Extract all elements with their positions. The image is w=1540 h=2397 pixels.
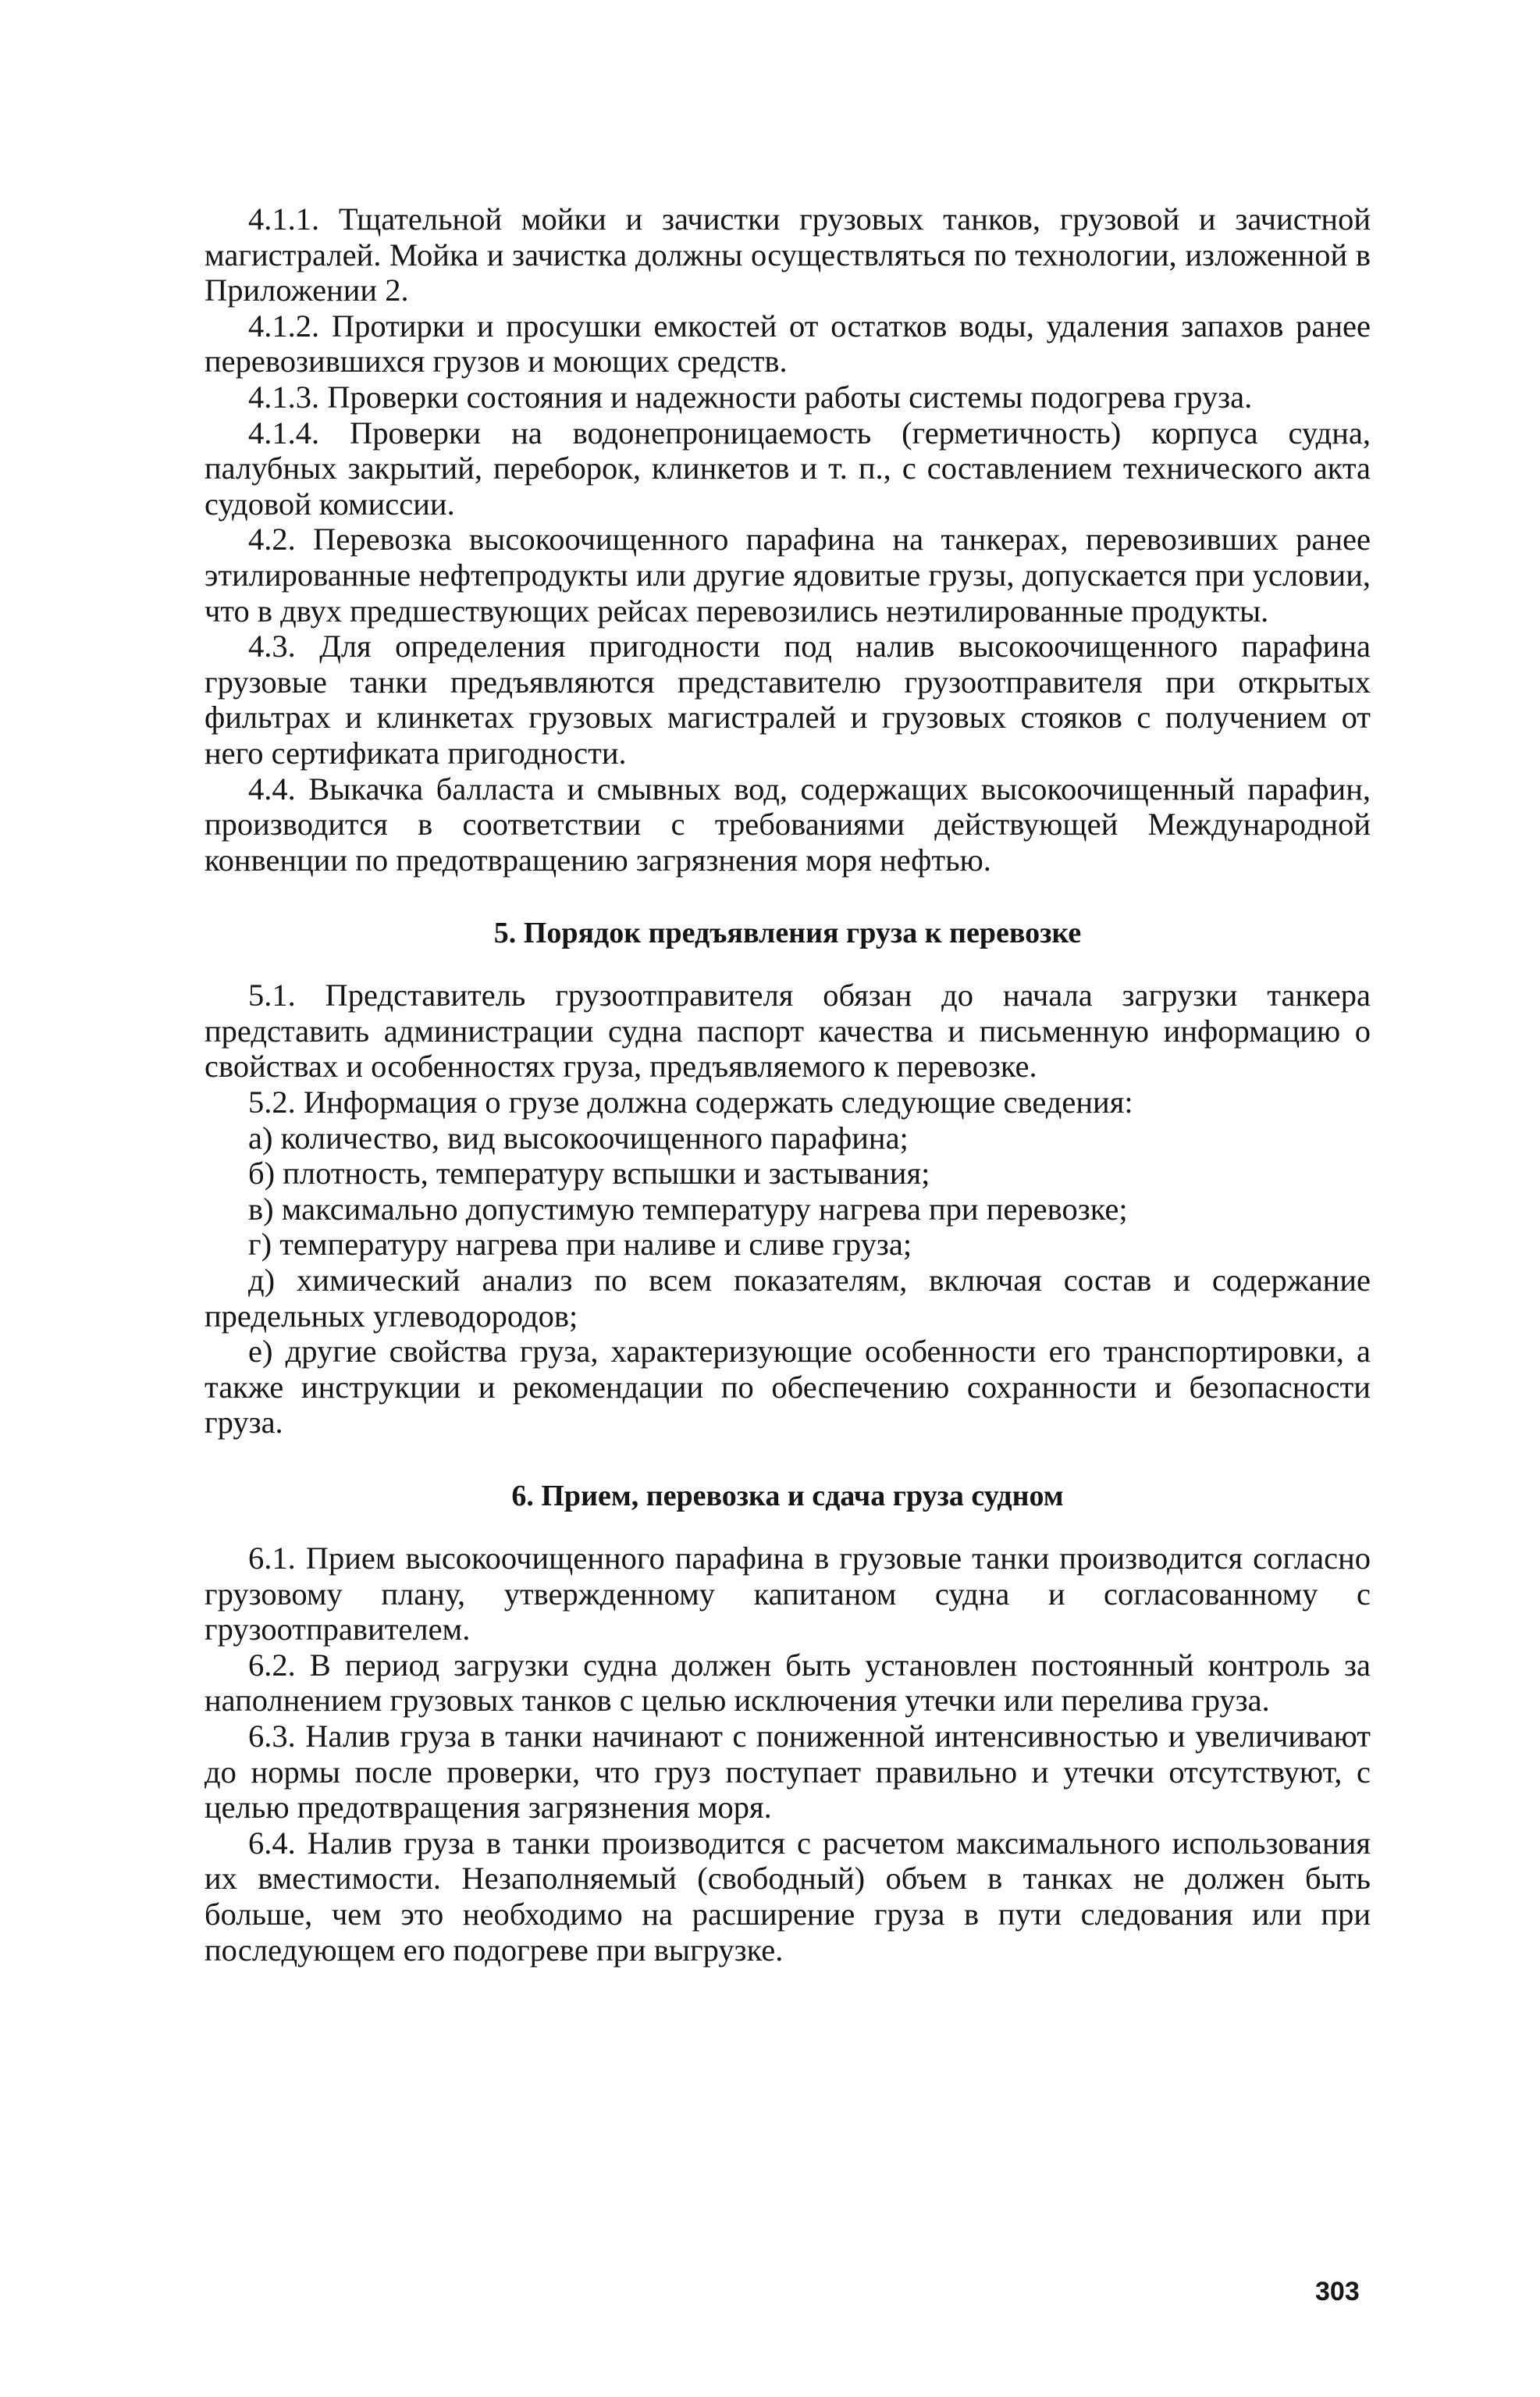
paragraph-4-2: 4.2. Перевозка высокоочищенного парафина на танкерах, перевозивших ранее этилированные нефтепродукты или другие ядовитые грузы, допускается при условии, что в двух предшествующих рейсах перевозились неэтилированные продукты.: [205, 522, 1371, 629]
paragraph-6-3: 6.3. Налив груза в танки начинают с пониженной интенсивностью и увеличивают до нормы после проверки, что груз поступает правильно и утечки отсутствуют, с целью предотвращения загрязнения моря.: [205, 1718, 1371, 1825]
section-spacer: [205, 878, 1371, 915]
section-5-heading: 5. Порядок предъявления груза к перевозке: [493, 917, 1082, 950]
list-item-a: а) количество, вид высокоочищенного парафина;: [248, 1120, 909, 1156]
section-6-heading: 6. Прием, перевозка и сдача груза судном: [511, 1480, 1064, 1512]
list-item-e: е) другие свойства груза, характеризующие особенности его транспортировки, а также инструкции и рекомендации по обеспечению сохранности и безопасности груза.: [205, 1334, 1371, 1441]
paragraph-6-1: 6.1. Прием высокоочищенного парафина в грузовые танки производится согласно грузовому плану, утвержденному капитаном судна и согласованному с грузоотправителем.: [205, 1540, 1371, 1647]
section-6: [205, 1540, 1371, 1968]
paragraph-4-1-1: 4.1.1. Тщательной мойки и зачистки грузовых танков, грузовой и зачистной магистралей. Мойка и зачистка должны осуществляться по технологии, изложенной в Приложении 2.: [205, 201, 1371, 308]
section-spacer: [205, 1441, 1371, 1478]
paragraph-5-2: 5.2. Информация о грузе должна содержать следующие сведения:: [248, 1085, 1133, 1120]
section-4: [205, 201, 1371, 878]
list-item-g: г) температуру нагрева при наливе и сливе груза;: [248, 1227, 912, 1263]
page-number: 303: [1315, 2277, 1360, 2306]
list-item-d: д) химический анализ по всем показателям, включая состав и содержание предельных углеводородов;: [205, 1263, 1371, 1334]
section-5: [205, 978, 1371, 1441]
list-item-v: в) максимально допустимую температуру нагрева при перевозке;: [248, 1191, 1128, 1227]
paragraph-4-1-3: 4.1.3. Проверки состояния и надежности работы системы подогрева груза.: [248, 379, 1253, 415]
paragraph-4-4: 4.4. Выкачка балласта и смывных вод, содержащих высокоочищенный парафин, производится в соответствии с требованиями действующей Международной конвенции по предотвращению загрязнения моря нефтью.: [205, 771, 1371, 878]
paragraph-6-2: 6.2. В период загрузки судна должен быть установлен постоянный контроль за наполнением грузовых танков с целью исключения утечки или перелива груза.: [205, 1647, 1371, 1719]
heading-spacer: [205, 951, 1371, 978]
page-body: [205, 201, 1371, 1968]
paragraph-4-1-2: 4.1.2. Протирки и просушки емкостей от остатков воды, удаления запахов ранее перевозившихся грузов и моющих средств.: [205, 308, 1371, 379]
heading-spacer: [205, 1514, 1371, 1540]
paragraph-6-4: 6.4. Налив груза в танки производится с расчетом максимального использования их вместимости. Незаполняемый (свободный) объем в танках не должен быть больше, чем это необходимо на расширение груза в пути следования или при последующем его подогреве при выгрузке.: [205, 1825, 1371, 1968]
paragraph-5-1: 5.1. Представитель грузоотправителя обязан до начала загрузки танкера представить администрации судна паспорт качества и письменную информацию о свойствах и особенностях груза, предъявляемого к перевозке.: [205, 978, 1371, 1085]
list-item-b: б) плотность, температуру вспышки и застывания;: [248, 1156, 930, 1191]
paragraph-4-3: 4.3. Для определения пригодности под налив высокоочищенного парафина грузовые танки предъявляются представителю грузоотправителя при открытых фильтрах и клинкетах грузовых магистралей и грузовых стояков с получением от него сертификата пригодности.: [205, 629, 1371, 771]
paragraph-4-1-4: 4.1.4. Проверки на водонепроницаемость (герметичность) корпуса судна, палубных закрытий, переборок, клинкетов и т. п., с составлением технического акта судовой комиссии.: [205, 415, 1371, 522]
